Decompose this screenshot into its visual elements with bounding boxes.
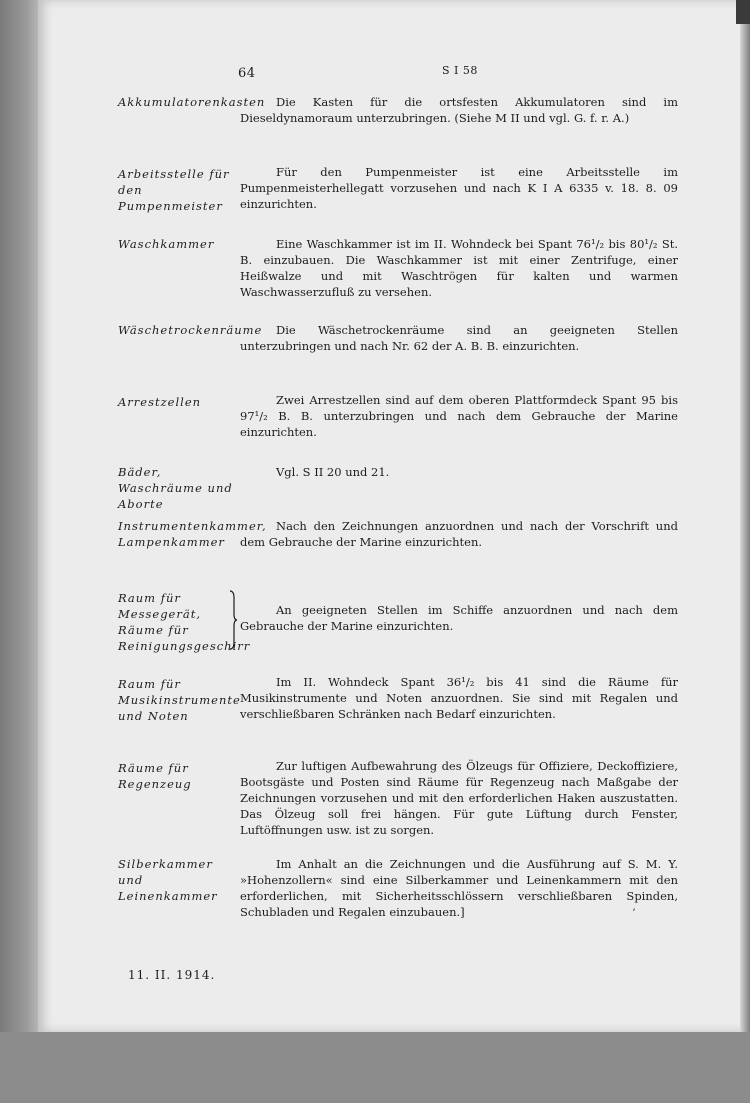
entry-text: Die Wäschetrockenräume sind an geeigneten Stellen unterzubringen und nach Nr. 62 der A. B. B. einzurichten.	[240, 323, 678, 353]
curly-brace-icon	[228, 590, 238, 650]
entry-text: Im Anhalt an die Zeichnungen und die Ausführung auf S. M. Y. »Hohenzollern« sind eine Silberkammer und Leinenkammern mit den erforderlichen, mit Sicherheitsschlössern verschließbaren Spinden, Schubladen und Regalen einzubauen.]	[240, 857, 678, 919]
entry-text: Nach den Zeichnungen anzuordnen und nach der Vorschrift und dem Gebrauche der Marine einzurichten.	[240, 519, 678, 549]
page-edge	[740, 0, 750, 1032]
margin-label: Waschkammer	[118, 237, 215, 251]
ink-speck: ʼ	[632, 908, 636, 919]
margin-label: Arrestzellen	[118, 395, 202, 409]
entry-text: Im II. Wohndeck Spant 36¹/₂ bis 41 sind die Räume für Musikinstrumente und Noten anzuordnen. Sie sind mit Regalen und verschließbaren Schränken nach Bedarf einzurichten.	[240, 675, 678, 721]
margin-label: Wäschetrockenräume	[118, 323, 263, 337]
entry-text: Vgl. S II 20 und 21.	[276, 465, 390, 479]
scanner-left-shadow	[0, 0, 38, 1032]
entry-text: Die Kasten für die ortsfesten Akkumulatoren sind im Dieseldynamoraum unterzubringen. (Siehe M II und vgl. G. f. r. A.)	[240, 95, 678, 125]
entry-text: Zwei Arrestzellen sind auf dem oberen Plattformdeck Spant 95 bis 97¹/₂ B. B. unterzubringen und nach dem Gebrauche der Marine einzurichten.	[240, 393, 678, 439]
footer-date: 11. II. 1914.	[128, 968, 216, 982]
margin-label: Instrumentenkammer, Lampenkammer	[118, 519, 267, 549]
entry-text: An geeigneten Stellen im Schiffe anzuordnen und nach dem Gebrauche der Marine einzurichten.	[240, 603, 678, 633]
margin-label: Arbeitsstelle für den Pumpenmeister	[118, 167, 230, 213]
page-number: 64	[238, 66, 256, 81]
entry-text: Zur luftigen Aufbewahrung des Ölzeugs für Offiziere, Deckoffiziere, Bootsgäste und Posten sind Räume für Regenzeug nach Maßgabe der Zeichnungen vorzusehen und mit den erforderlichen Haken auszustatten. Das Ölzeug soll frei hängen. Für gute Lüftung durch Fenster, Luftöffnungen usw. ist zu sorgen.	[240, 759, 678, 837]
entry-text: Eine Waschkammer ist im II. Wohndeck bei Spant 76¹/₂ bis 80¹/₂ St. B. einzubauen. Die Waschkammer ist mit einer Zentrifuge, einer Heißwalze und mit Waschtrögen für kalten und warmen Waschwasserzufluß zu versehen.	[240, 237, 678, 299]
margin-label: Akkumulatorenkasten	[118, 95, 266, 109]
margin-label: Raum für Messegerät, Räume für Reinigungsgeschirr	[118, 591, 251, 653]
margin-label: Räume für Regenzeug	[118, 761, 192, 791]
margin-label: Raum für Musikinstrumente und Noten	[118, 677, 241, 723]
scanner-bottom-shadow	[0, 1032, 750, 1103]
section-code: S I 58	[442, 64, 478, 77]
margin-label: Bäder, Waschräume und Aborte	[118, 465, 233, 511]
margin-label: Silberkammer und Leinenkammer	[118, 857, 218, 903]
scan-corner	[736, 0, 750, 24]
entry-text: Für den Pumpenmeister ist eine Arbeitsstelle im Pumpenmeisterhellegatt vorzusehen und nach K I A 6335 v. 18. 8. 09 einzurichten.	[240, 165, 678, 211]
